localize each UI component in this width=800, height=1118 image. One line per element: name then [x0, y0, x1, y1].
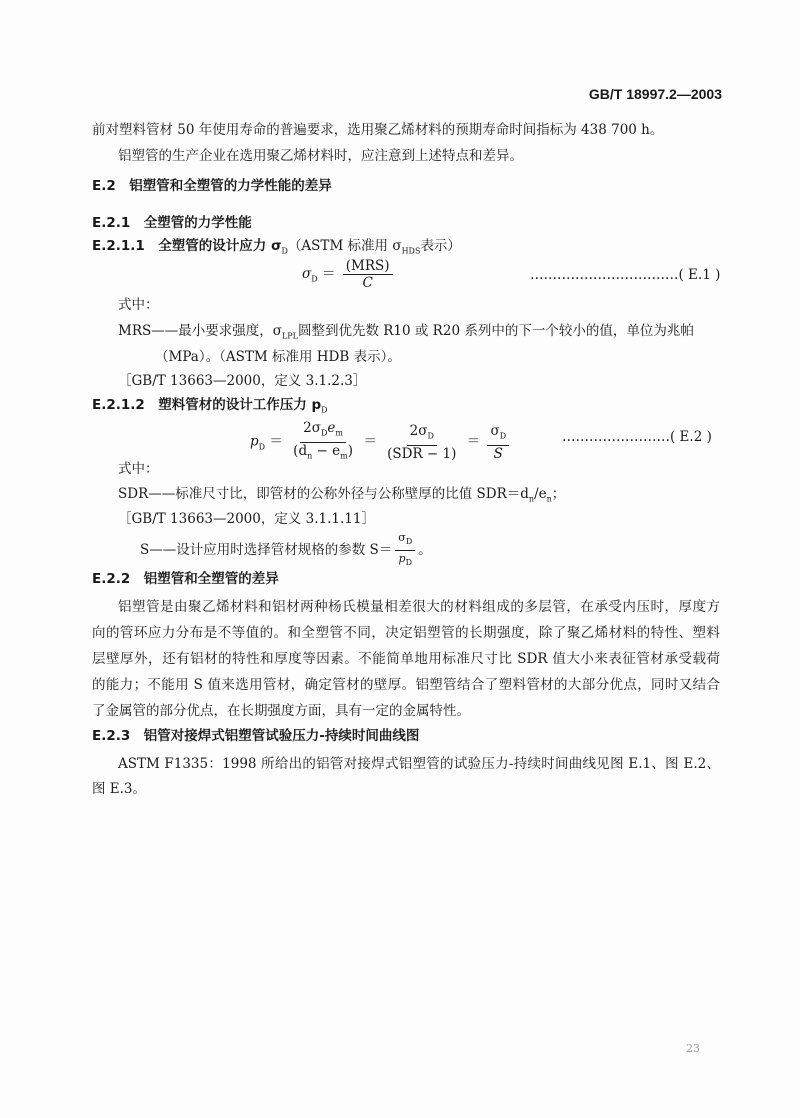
section-heading-e222: E.2.2 铝塑管和全塑管的差异 — [92, 571, 279, 587]
paragraph-line: 铝塑管是由聚乙烯材料和铝材两种杨氏模量相差很大的材料组成的多层管，在承受内压时，厚度方 — [118, 599, 720, 615]
section-heading-e21: E.2.1 全塑管的力学性能 — [92, 215, 252, 231]
definition-mrs-cont: （MPa）。（ASTM 标准用 HDB 表示）。 — [155, 349, 401, 365]
paragraph-line: 前对塑料管材 50 年使用寿命的普遍要求，选用聚乙烯材料的预期寿命时间指标为 438 700 h。 — [92, 122, 664, 138]
paragraph-line: 层壁厚外，还有铝材的特性和厚度等因素。不能简单地用标准尺寸比 SDR 值大小来表征管材承受载荷 — [92, 651, 720, 667]
paragraph-line: ASTM F1335：1998 所给出的铝管对接焊式铝塑管的试验压力-持续时间曲线见图 E.1、图 E.2、 — [118, 756, 720, 772]
paragraph-line: 的能力；不能用 S 值来选用管材，确定管材的壁厚。铝塑管结合了塑料管材的大部分优点，同时又结合 — [92, 677, 720, 693]
paragraph-line: 铝塑管的生产企业在选用聚乙烯材料时，应注意到上述特点和差异。 — [118, 148, 523, 164]
definition-mrs: MRS——最小要求强度，$\sigma_{LPL}$圆整到优先数 R10 或 R20 系列中的下一个较小的值，单位为兆帕 — [118, 323, 694, 341]
formula-e1-label: ……………………………( E.1 ) — [530, 267, 721, 283]
definition-sdr: SDR——标准尺寸比，即管材的公称外径与公称壁厚的比值 $SDR=d_n/e_n$； — [118, 486, 566, 504]
page-number: 23 — [686, 1042, 700, 1055]
section-heading-e223: E.2.3 铝管对接焊式铝塑管试验压力-持续时间曲线图 — [92, 728, 420, 744]
formula-e2-label: ……………………( E.2 ) — [562, 429, 712, 445]
standard-number: GB/T 18997.2—2003 — [588, 86, 722, 102]
where-label: 式中： — [118, 461, 159, 477]
reference: ［GB/T 13663—2000，定义 3.1.1.11］ — [118, 511, 375, 527]
formula-e2: $p_D$ ＝ $\frac{2\sigma_De_m}{(d_n - e_m)}$ ＝ $\frac{2\sigma_D}{\text{(SDR − 1)}}$ ＝ $\frac{\sigma_D}{S}$ — [250, 420, 512, 464]
formula-e1: $\sigma_D$ ＝ $\frac{\text{(MRS)}}{C}$ — [302, 258, 396, 291]
reference: ［GB/T 13663—2000，定义 3.1.2.3］ — [118, 373, 367, 389]
section-heading-e211: E.2.1.1 全塑管的设计应力 $\sigma_D(ASTM$ 标准用 $\sigma_{HDS}$表示） — [92, 238, 461, 256]
section-heading-e212: E.2.1.2 塑料管材的设计工作压力 $p_D$ — [92, 397, 328, 415]
definition-s: S——设计应用时选择管材规格的参数 S＝ $\frac{\sigma_D}{p_D}$ 。 — [140, 531, 432, 568]
paragraph-line: 图 E.3。 — [92, 781, 147, 797]
paragraph-line: 了金属管的部分优点，在长期强度方面，具有一定的金属特性。 — [92, 703, 470, 719]
section-heading-e2: E.2 铝塑管和全塑管的力学性能的差异 — [92, 178, 332, 194]
paragraph-line: 向的管环应力分布是不等值的。和全塑管不同，决定铝塑管的长期强度，除了聚乙烯材料的特性、塑料 — [92, 625, 720, 641]
where-label: 式中： — [118, 297, 159, 313]
